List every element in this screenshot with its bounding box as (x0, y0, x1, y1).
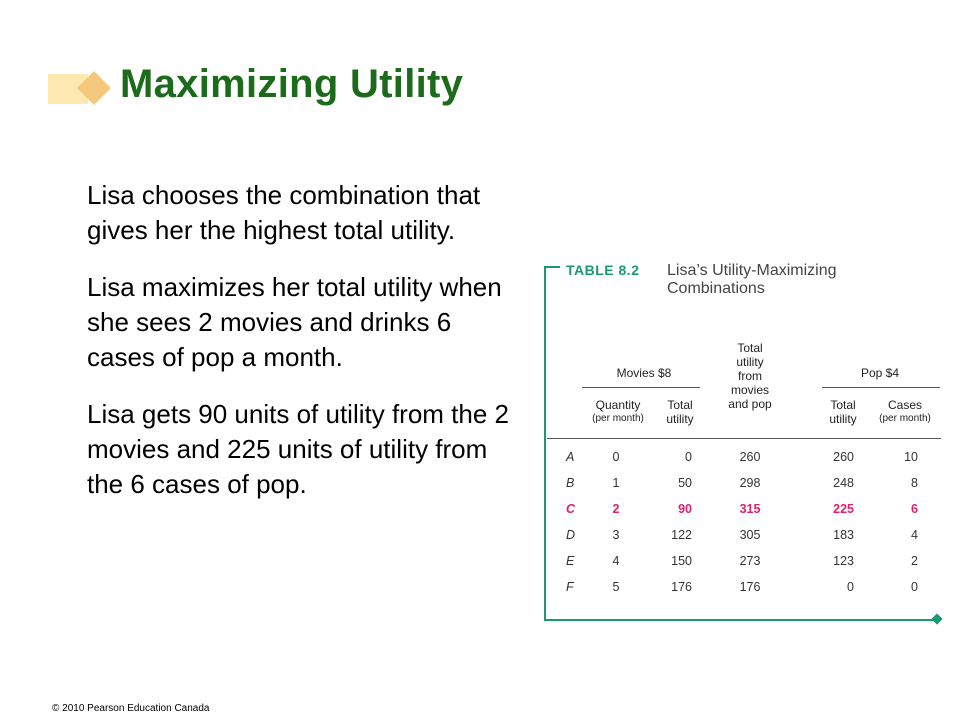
table-row (542, 528, 946, 544)
header-pop-total-line-2: utility (829, 412, 857, 426)
figure-border-bottom (544, 619, 936, 621)
cell-cases: 10 (904, 450, 918, 464)
cell-movies-utility: 50 (678, 476, 692, 490)
cell-total-utility: 260 (739, 450, 761, 464)
header-movies-total-line-2: utility (666, 412, 694, 426)
row-label: B (566, 476, 575, 490)
cell-quantity: 5 (612, 580, 620, 594)
row-label: A (566, 450, 575, 464)
cell-total-utility: 273 (739, 554, 761, 568)
cell-cases: 0 (911, 580, 918, 594)
header-cases (872, 398, 938, 426)
header-cases-unit: (per month) (879, 413, 931, 424)
header-movies-group: Movies $8 (616, 366, 672, 380)
header-quantity (584, 398, 652, 426)
table-title: Lisa’s Utility-Maximizing Combinations (667, 262, 837, 297)
cell-quantity: 0 (612, 450, 620, 464)
cell-movies-utility: 150 (671, 554, 692, 568)
row-label: E (566, 554, 575, 568)
cell-total-utility: 298 (739, 476, 761, 490)
slide-title: Maximizing Utility (120, 62, 464, 106)
cell-quantity: 3 (612, 528, 620, 542)
header-cases-label: Cases (887, 398, 922, 412)
row-label: F (566, 580, 574, 594)
cell-cases: 6 (911, 502, 918, 516)
cell-pop-utility: 225 (833, 502, 854, 516)
header-combined-line-3: from (738, 369, 762, 383)
header-pop-total (822, 398, 864, 426)
cell-movies-utility: 0 (685, 450, 692, 464)
cell-quantity: 4 (612, 554, 620, 568)
row-label: C (566, 502, 576, 516)
cell-cases: 8 (911, 476, 918, 490)
header-combined-line-5: and pop (728, 397, 772, 411)
cell-quantity: 2 (612, 502, 620, 516)
figure-border-top (544, 266, 560, 268)
header-combined-line-4: movies (730, 383, 769, 397)
paragraph-3: Lisa gets 90 units of utility from the 2 movies and 225 units of utility from the 6 cases of pop. (87, 399, 509, 499)
cell-total-utility: 176 (739, 580, 761, 594)
cell-total-utility: 315 (739, 502, 761, 516)
cell-movies-utility: 176 (671, 580, 692, 594)
header-quantity-label: Quantity (595, 398, 641, 412)
paragraph-2: Lisa maximizes her total utility when she sees 2 movies and drinks 6 cases of pop a month. (87, 272, 502, 372)
paragraph-1: Lisa chooses the combination that gives her the highest total utility. (87, 180, 481, 245)
pop-group-line (822, 387, 940, 388)
header-pop-total-line-1: Total (830, 398, 856, 412)
header-movies-total (660, 398, 700, 426)
header-quantity-unit: (per month) (592, 413, 644, 424)
header-rule (547, 438, 941, 439)
title-decoration (48, 70, 108, 110)
row-label: D (566, 528, 576, 542)
cell-pop-utility: 260 (833, 450, 854, 464)
header-combined-line-2: utility (736, 355, 764, 369)
end-diamond-icon (931, 613, 942, 624)
cell-movies-utility: 90 (678, 502, 692, 516)
cell-pop-utility: 123 (833, 554, 854, 568)
table-row-highlighted (542, 502, 946, 518)
header-combined (722, 341, 778, 411)
cell-pop-utility: 248 (833, 476, 854, 490)
header-pop-group: Pop $4 (860, 366, 900, 380)
header-combined-line-1: Total (737, 341, 763, 355)
table-row (542, 476, 946, 492)
body-text (87, 178, 517, 524)
copyright-footer: © 2010 Pearson Education Canada (52, 703, 210, 714)
table-label: TABLE 8.2 (566, 262, 640, 278)
cell-pop-utility: 183 (833, 528, 854, 542)
table-row (542, 450, 946, 466)
cell-total-utility: 305 (739, 528, 761, 542)
table-figure (542, 262, 946, 624)
cell-movies-utility: 122 (671, 528, 692, 542)
movies-group-line (582, 387, 700, 388)
cell-quantity: 1 (612, 476, 620, 490)
header-movies-total-line-1: Total (667, 398, 693, 412)
table-row (542, 554, 946, 570)
cell-pop-utility: 0 (847, 580, 854, 594)
table-row (542, 580, 946, 596)
cell-cases: 4 (911, 528, 918, 542)
cell-cases: 2 (911, 554, 918, 568)
